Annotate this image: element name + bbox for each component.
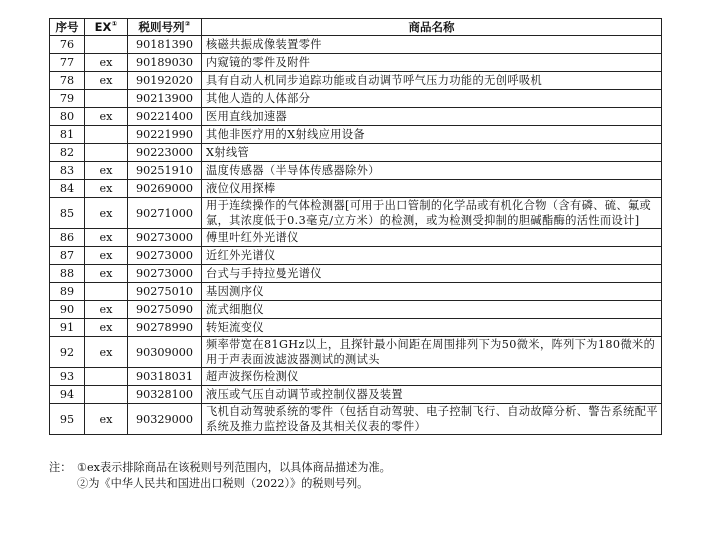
row-ex-cell: ex (85, 198, 128, 229)
table-row (50, 72, 662, 90)
row-seq-cell: 89 (50, 283, 85, 301)
row-code-cell: 90269000 (128, 180, 202, 198)
row-code-cell: 90251910 (128, 162, 202, 180)
row-code-cell: 90221400 (128, 108, 202, 126)
table-row (50, 162, 662, 180)
row-name-cell: 内窥镜的零件及附件 (202, 54, 662, 72)
row-seq-cell: 77 (50, 54, 85, 72)
row-name-cell: 流式细胞仪 (202, 301, 662, 319)
row-ex-cell: ex (85, 337, 128, 368)
header-seq: 序号 (50, 19, 85, 36)
table-row (50, 247, 662, 265)
row-ex-cell: ex (85, 247, 128, 265)
row-ex-cell: ex (85, 180, 128, 198)
header-ex: EX① (85, 19, 128, 36)
table-body (50, 36, 662, 435)
table-row (50, 283, 662, 301)
row-ex-cell: ex (85, 319, 128, 337)
row-seq-cell: 78 (50, 72, 85, 90)
table-row (50, 90, 662, 108)
table-row (50, 265, 662, 283)
row-seq-cell: 76 (50, 36, 85, 54)
row-code-cell: 90329000 (128, 404, 202, 435)
row-name-cell: 其他非医疗用的X射线应用设备 (202, 126, 662, 144)
table-row (50, 180, 662, 198)
row-seq-cell: 92 (50, 337, 85, 368)
row-name-cell: 用于连续操作的气体检测器[可用于出口管制的化学品或有机化合物（含有磷、硫、氟或氯，其浓度低于0.3毫克/立方米）的检测，或为检测受抑制的胆碱酯酶的活性而设计] (202, 198, 662, 229)
row-name-cell: 飞机自动驾驶系统的零件（包括自动驾驶、电子控制飞行、自动故障分析、警告系统配平系统及推力监控设备及其相关仪表的零件） (202, 404, 662, 435)
table-row (50, 386, 662, 404)
row-ex-cell (85, 386, 128, 404)
row-code-cell: 90273000 (128, 229, 202, 247)
table-row (50, 368, 662, 386)
row-code-cell: 90278990 (128, 319, 202, 337)
row-name-cell: X射线管 (202, 144, 662, 162)
tariff-table (49, 18, 662, 435)
row-ex-cell (85, 36, 128, 54)
footnotes (49, 460, 669, 492)
row-seq-cell: 94 (50, 386, 85, 404)
header-ex-note-mark: ① (111, 19, 118, 28)
row-name-cell: 近红外光谱仪 (202, 247, 662, 265)
row-name-cell: 核磁共振成像装置零件 (202, 36, 662, 54)
footnote-2: ②为《中华人民共和国进出口税则（2022）》的税则号列。 (77, 477, 369, 490)
table-row (50, 319, 662, 337)
row-ex-cell: ex (85, 108, 128, 126)
row-code-cell: 90318031 (128, 368, 202, 386)
row-code-cell: 90273000 (128, 247, 202, 265)
row-ex-cell: ex (85, 229, 128, 247)
table-row (50, 108, 662, 126)
table-row (50, 144, 662, 162)
header-name: 商品名称 (202, 19, 662, 36)
row-code-cell: 90223000 (128, 144, 202, 162)
row-name-cell: 频率带宽在81GHz以上，且探针最小间距在周围排列下为50微米，阵列下为180微米的用于声表面波滤波器测试的测试头 (202, 337, 662, 368)
footnote-1: ①ex表示排除商品在该税则号列范围内，以具体商品描述为准。 (77, 461, 391, 474)
row-seq-cell: 85 (50, 198, 85, 229)
row-seq-cell: 95 (50, 404, 85, 435)
row-code-cell: 90275090 (128, 301, 202, 319)
row-seq-cell: 79 (50, 90, 85, 108)
table-row (50, 198, 662, 229)
table-row (50, 36, 662, 54)
row-name-cell: 超声波探伤检测仪 (202, 368, 662, 386)
row-code-cell: 90221990 (128, 126, 202, 144)
row-ex-cell (85, 283, 128, 301)
row-code-cell: 90192020 (128, 72, 202, 90)
row-code-cell: 90309000 (128, 337, 202, 368)
row-code-cell: 90275010 (128, 283, 202, 301)
row-name-cell: 医用直线加速器 (202, 108, 662, 126)
row-name-cell: 傅里叶红外光谱仪 (202, 229, 662, 247)
row-ex-cell (85, 368, 128, 386)
row-seq-cell: 86 (50, 229, 85, 247)
row-seq-cell: 91 (50, 319, 85, 337)
row-name-cell: 液位仪用探棒 (202, 180, 662, 198)
row-ex-cell: ex (85, 72, 128, 90)
row-ex-cell (85, 126, 128, 144)
row-code-cell: 90189030 (128, 54, 202, 72)
row-seq-cell: 90 (50, 301, 85, 319)
row-ex-cell: ex (85, 404, 128, 435)
row-code-cell: 90328100 (128, 386, 202, 404)
table-row (50, 337, 662, 368)
row-seq-cell: 80 (50, 108, 85, 126)
row-name-cell: 基因测序仪 (202, 283, 662, 301)
notes-prefix: 注： (49, 461, 72, 474)
row-code-cell: 90213900 (128, 90, 202, 108)
row-seq-cell: 88 (50, 265, 85, 283)
row-ex-cell: ex (85, 265, 128, 283)
row-seq-cell: 83 (50, 162, 85, 180)
row-name-cell: 具有自动人机同步追踪功能或自动调节呼气压力功能的无创呼吸机 (202, 72, 662, 90)
table-row (50, 54, 662, 72)
row-code-cell: 90271000 (128, 198, 202, 229)
row-seq-cell: 84 (50, 180, 85, 198)
row-name-cell: 转矩流变仪 (202, 319, 662, 337)
header-code-note-mark: ② (184, 19, 191, 28)
header-code: 税则号列② (128, 19, 202, 36)
row-seq-cell: 82 (50, 144, 85, 162)
row-code-cell: 90181390 (128, 36, 202, 54)
table-header-row (50, 19, 662, 36)
row-ex-cell: ex (85, 54, 128, 72)
row-name-cell: 台式与手持拉曼光谱仪 (202, 265, 662, 283)
table-row (50, 229, 662, 247)
row-ex-cell (85, 90, 128, 108)
table-row (50, 404, 662, 435)
row-ex-cell: ex (85, 301, 128, 319)
row-seq-cell: 87 (50, 247, 85, 265)
row-name-cell: 其他人造的人体部分 (202, 90, 662, 108)
row-name-cell: 温度传感器（半导体传感器除外） (202, 162, 662, 180)
table-row (50, 301, 662, 319)
row-name-cell: 液压或气压自动调节或控制仪器及装置 (202, 386, 662, 404)
row-code-cell: 90273000 (128, 265, 202, 283)
row-ex-cell: ex (85, 162, 128, 180)
row-ex-cell (85, 144, 128, 162)
table-row (50, 126, 662, 144)
row-seq-cell: 93 (50, 368, 85, 386)
row-seq-cell: 81 (50, 126, 85, 144)
